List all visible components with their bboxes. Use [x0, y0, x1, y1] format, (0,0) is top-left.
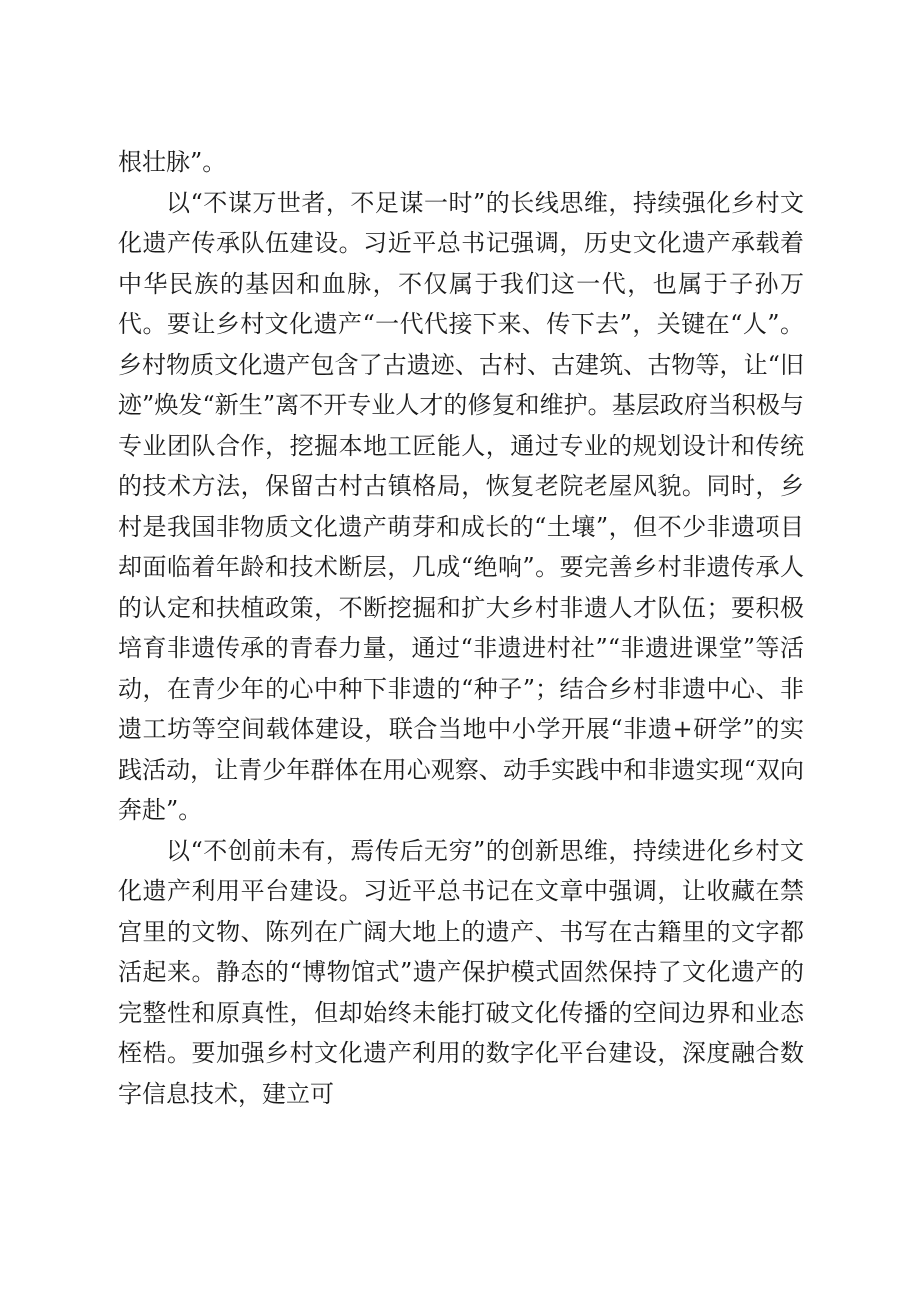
paragraph-continuation: 根壮脉”。 [118, 148, 227, 176]
paragraph-heritage-inheritance: 以“不谋万世者，不足谋一时”的长线思维，持续强化乡村文化遗产传承队伍建设。习近平总书记强调，历史文化遗产承载着中华民族的基因和血脉，不仅属于我们这一代，也属于子孙万代。要让乡村文化遗产“一代代接下来、传下去”，关键在“人”。乡村物质文化遗产包含了古遗迹、古村、古建筑、古物等，让“旧迹”焕发“新生”离不开专业人才的修复和维护。基层政府当积极与专业团队合作，挖掘本地工匠能人，通过专业的规划设计和传统的技术方法，保留古村古镇格局，恢复老院老屋风貌。同时，乡村是我国非物质文化遗产萌芽和成长的“土壤”，但不少非遗项目却面临着年龄和技术断层，几成“绝响”。要完善乡村非遗传承人的认定和扶植政策，不断挖掘和扩大乡村非遗人才队伍；要积极培育非遗传承的青春力量，通过“非遗进村社”“非遗进课堂”等活动，在青少年的心中种下非遗的“种子”；结合乡村非遗中心、非遗工坊等空间载体建设，联合当地中小学开展“非遗+研学”的实践活动，让青少年群体在用心观察、动手实践中和非遗实现“双向奔赴”。 [118, 188, 804, 824]
document-body [118, 142, 804, 1114]
paragraph-heritage-utilization: 以“不创前未有，焉传后无穷”的创新思维，持续进化乡村文化遗产利用平台建设。习近平总书记在文章中强调，让收藏在禁宫里的文物、陈列在广阔大地上的遗产、书写在古籍里的文字都活起来。静态的“博物馆式”遗产保护模式固然保持了文化遗产的完整性和原真性，但却始终未能打破文化传播的空间边界和业态桎梏。要加强乡村文化遗产利用的数字化平台建设，深度融合数字信息技术，建立可 [118, 836, 804, 1108]
